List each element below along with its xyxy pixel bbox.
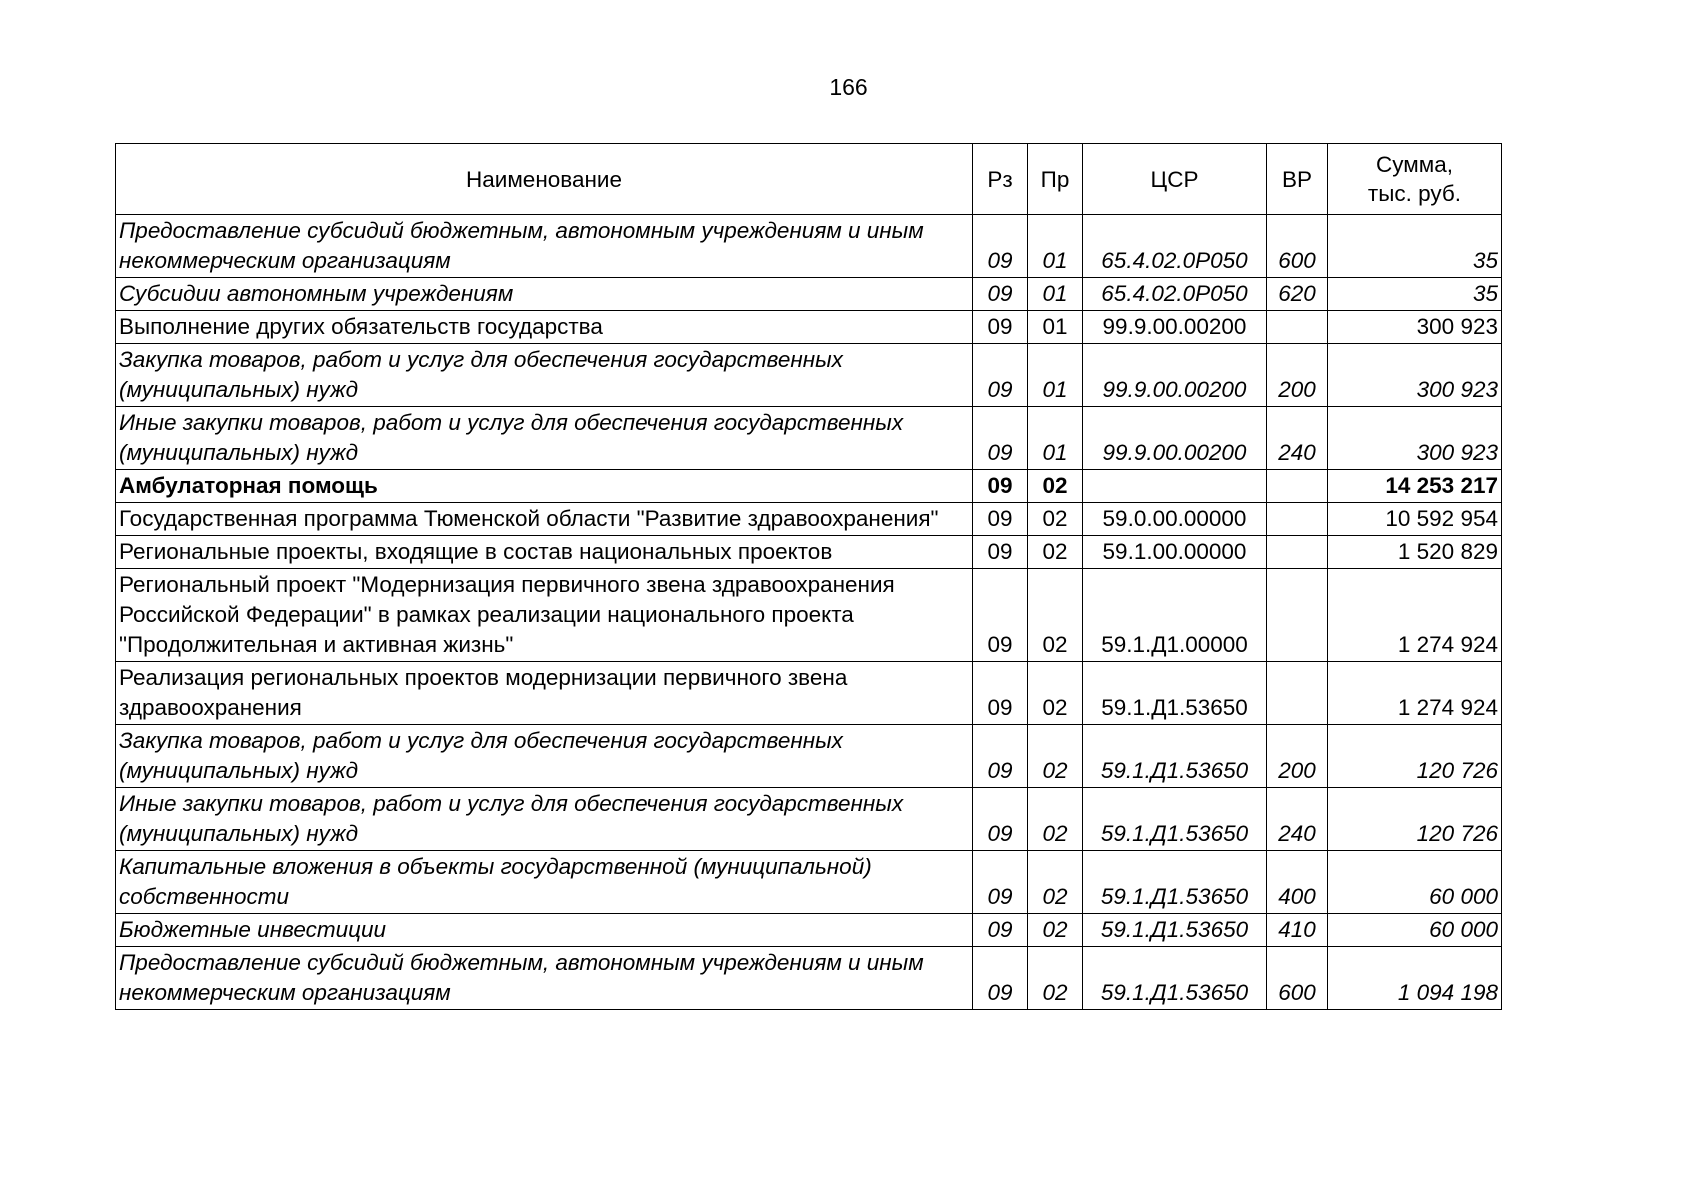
cell-name: Закупка товаров, работ и услуг для обеспечения государственных (муниципальных) нужд xyxy=(116,344,973,407)
cell-vr: 240 xyxy=(1267,788,1328,851)
cell-amount: 300 923 xyxy=(1328,407,1502,470)
cell-amount: 300 923 xyxy=(1328,344,1502,407)
cell-csr: 99.9.00.00200 xyxy=(1083,407,1267,470)
cell-amount: 120 726 xyxy=(1328,788,1502,851)
cell-rz: 09 xyxy=(973,344,1028,407)
cell-vr: 240 xyxy=(1267,407,1328,470)
cell-csr: 59.0.00.00000 xyxy=(1083,503,1267,536)
table-row xyxy=(116,407,1502,470)
table-row xyxy=(116,788,1502,851)
column-header-name: Наименование xyxy=(116,144,973,215)
column-header-vr: ВР xyxy=(1267,144,1328,215)
cell-vr: 400 xyxy=(1267,851,1328,914)
cell-amount: 60 000 xyxy=(1328,914,1502,947)
cell-pr: 02 xyxy=(1028,725,1083,788)
table-row xyxy=(116,536,1502,569)
cell-pr: 02 xyxy=(1028,947,1083,1010)
column-header-csr: ЦСР xyxy=(1083,144,1267,215)
cell-amount: 35 xyxy=(1328,278,1502,311)
cell-pr: 01 xyxy=(1028,407,1083,470)
cell-rz: 09 xyxy=(973,947,1028,1010)
cell-vr xyxy=(1267,662,1328,725)
cell-rz: 09 xyxy=(973,725,1028,788)
cell-vr: 620 xyxy=(1267,278,1328,311)
cell-rz: 09 xyxy=(973,569,1028,662)
cell-name: Региональный проект "Модернизация первичного звена здравоохранения Российской Федерации" в рамках реализации национального проекта "Продолжительная и активная жизнь" xyxy=(116,569,973,662)
cell-csr: 59.1.00.00000 xyxy=(1083,536,1267,569)
cell-csr: 59.1.Д1.53650 xyxy=(1083,914,1267,947)
cell-name: Субсидии автономным учреждениям xyxy=(116,278,973,311)
cell-amount: 35 xyxy=(1328,215,1502,278)
cell-csr: 59.1.Д1.53650 xyxy=(1083,788,1267,851)
cell-pr: 02 xyxy=(1028,662,1083,725)
cell-name: Капитальные вложения в объекты государственной (муниципальной) собственности xyxy=(116,851,973,914)
cell-rz: 09 xyxy=(973,311,1028,344)
cell-vr xyxy=(1267,503,1328,536)
cell-amount: 1 274 924 xyxy=(1328,569,1502,662)
cell-name: Реализация региональных проектов модернизации первичного звена здравоохранения xyxy=(116,662,973,725)
column-header-sum-line2: тыс. руб. xyxy=(1367,181,1462,206)
cell-csr: 99.9.00.00200 xyxy=(1083,344,1267,407)
column-header-rz: Рз xyxy=(973,144,1028,215)
budget-table xyxy=(115,143,1502,1010)
cell-vr xyxy=(1267,470,1328,503)
cell-csr: 65.4.02.0Р050 xyxy=(1083,215,1267,278)
cell-vr: 600 xyxy=(1267,215,1328,278)
cell-rz: 09 xyxy=(973,536,1028,569)
table-row xyxy=(116,503,1502,536)
cell-amount: 60 000 xyxy=(1328,851,1502,914)
cell-pr: 01 xyxy=(1028,278,1083,311)
table-row xyxy=(116,470,1502,503)
cell-pr: 02 xyxy=(1028,851,1083,914)
table-body xyxy=(116,215,1502,1010)
cell-vr: 200 xyxy=(1267,344,1328,407)
table-row xyxy=(116,914,1502,947)
cell-rz: 09 xyxy=(973,278,1028,311)
cell-name: Выполнение других обязательств государства xyxy=(116,311,973,344)
cell-name: Бюджетные инвестиции xyxy=(116,914,973,947)
table-row xyxy=(116,947,1502,1010)
cell-pr: 02 xyxy=(1028,470,1083,503)
cell-rz: 09 xyxy=(973,914,1028,947)
page-number: 166 xyxy=(829,74,868,100)
cell-name: Региональные проекты, входящие в состав национальных проектов xyxy=(116,536,973,569)
cell-csr: 59.1.Д1.00000 xyxy=(1083,569,1267,662)
cell-pr: 01 xyxy=(1028,215,1083,278)
cell-csr: 59.1.Д1.53650 xyxy=(1083,662,1267,725)
cell-amount: 1 520 829 xyxy=(1328,536,1502,569)
cell-csr: 99.9.00.00200 xyxy=(1083,311,1267,344)
cell-rz: 09 xyxy=(973,851,1028,914)
cell-amount: 1 274 924 xyxy=(1328,662,1502,725)
table-row xyxy=(116,344,1502,407)
cell-amount: 14 253 217 xyxy=(1328,470,1502,503)
cell-rz: 09 xyxy=(973,503,1028,536)
cell-pr: 02 xyxy=(1028,503,1083,536)
cell-rz: 09 xyxy=(973,788,1028,851)
cell-csr: 59.1.Д1.53650 xyxy=(1083,947,1267,1010)
cell-pr: 02 xyxy=(1028,914,1083,947)
cell-amount: 300 923 xyxy=(1328,311,1502,344)
cell-rz: 09 xyxy=(973,215,1028,278)
cell-pr: 01 xyxy=(1028,311,1083,344)
cell-csr: 59.1.Д1.53650 xyxy=(1083,851,1267,914)
cell-amount: 120 726 xyxy=(1328,725,1502,788)
column-header-pr: Пр xyxy=(1028,144,1083,215)
column-header-sum-line1: Сумма, xyxy=(1376,152,1453,177)
cell-vr xyxy=(1267,536,1328,569)
cell-name: Иные закупки товаров, работ и услуг для обеспечения государственных (муниципальных) нужд xyxy=(116,407,973,470)
cell-amount: 10 592 954 xyxy=(1328,503,1502,536)
cell-amount: 1 094 198 xyxy=(1328,947,1502,1010)
cell-pr: 02 xyxy=(1028,569,1083,662)
cell-csr: 65.4.02.0Р050 xyxy=(1083,278,1267,311)
cell-vr: 200 xyxy=(1267,725,1328,788)
cell-rz: 09 xyxy=(973,470,1028,503)
cell-name: Иные закупки товаров, работ и услуг для обеспечения государственных (муниципальных) нужд xyxy=(116,788,973,851)
cell-vr: 600 xyxy=(1267,947,1328,1010)
table-header-row xyxy=(116,144,1502,215)
table-row xyxy=(116,662,1502,725)
cell-pr: 02 xyxy=(1028,536,1083,569)
table-row xyxy=(116,278,1502,311)
table-row xyxy=(116,851,1502,914)
cell-csr: 59.1.Д1.53650 xyxy=(1083,725,1267,788)
cell-name: Амбулаторная помощь xyxy=(116,470,973,503)
cell-vr: 410 xyxy=(1267,914,1328,947)
cell-pr: 02 xyxy=(1028,788,1083,851)
cell-name: Государственная программа Тюменской области "Развитие здравоохранения" xyxy=(116,503,973,536)
cell-vr xyxy=(1267,569,1328,662)
table-row xyxy=(116,569,1502,662)
cell-pr: 01 xyxy=(1028,344,1083,407)
table-row xyxy=(116,311,1502,344)
cell-name: Закупка товаров, работ и услуг для обеспечения государственных (муниципальных) нужд xyxy=(116,725,973,788)
table-row xyxy=(116,725,1502,788)
column-header-sum xyxy=(1328,144,1502,215)
cell-name: Предоставление субсидий бюджетным, автономным учреждениям и иным некоммерческим организациям xyxy=(116,947,973,1010)
cell-name: Предоставление субсидий бюджетным, автономным учреждениям и иным некоммерческим организациям xyxy=(116,215,973,278)
cell-rz: 09 xyxy=(973,407,1028,470)
cell-rz: 09 xyxy=(973,662,1028,725)
cell-csr xyxy=(1083,470,1267,503)
table-row xyxy=(116,215,1502,278)
cell-vr xyxy=(1267,311,1328,344)
